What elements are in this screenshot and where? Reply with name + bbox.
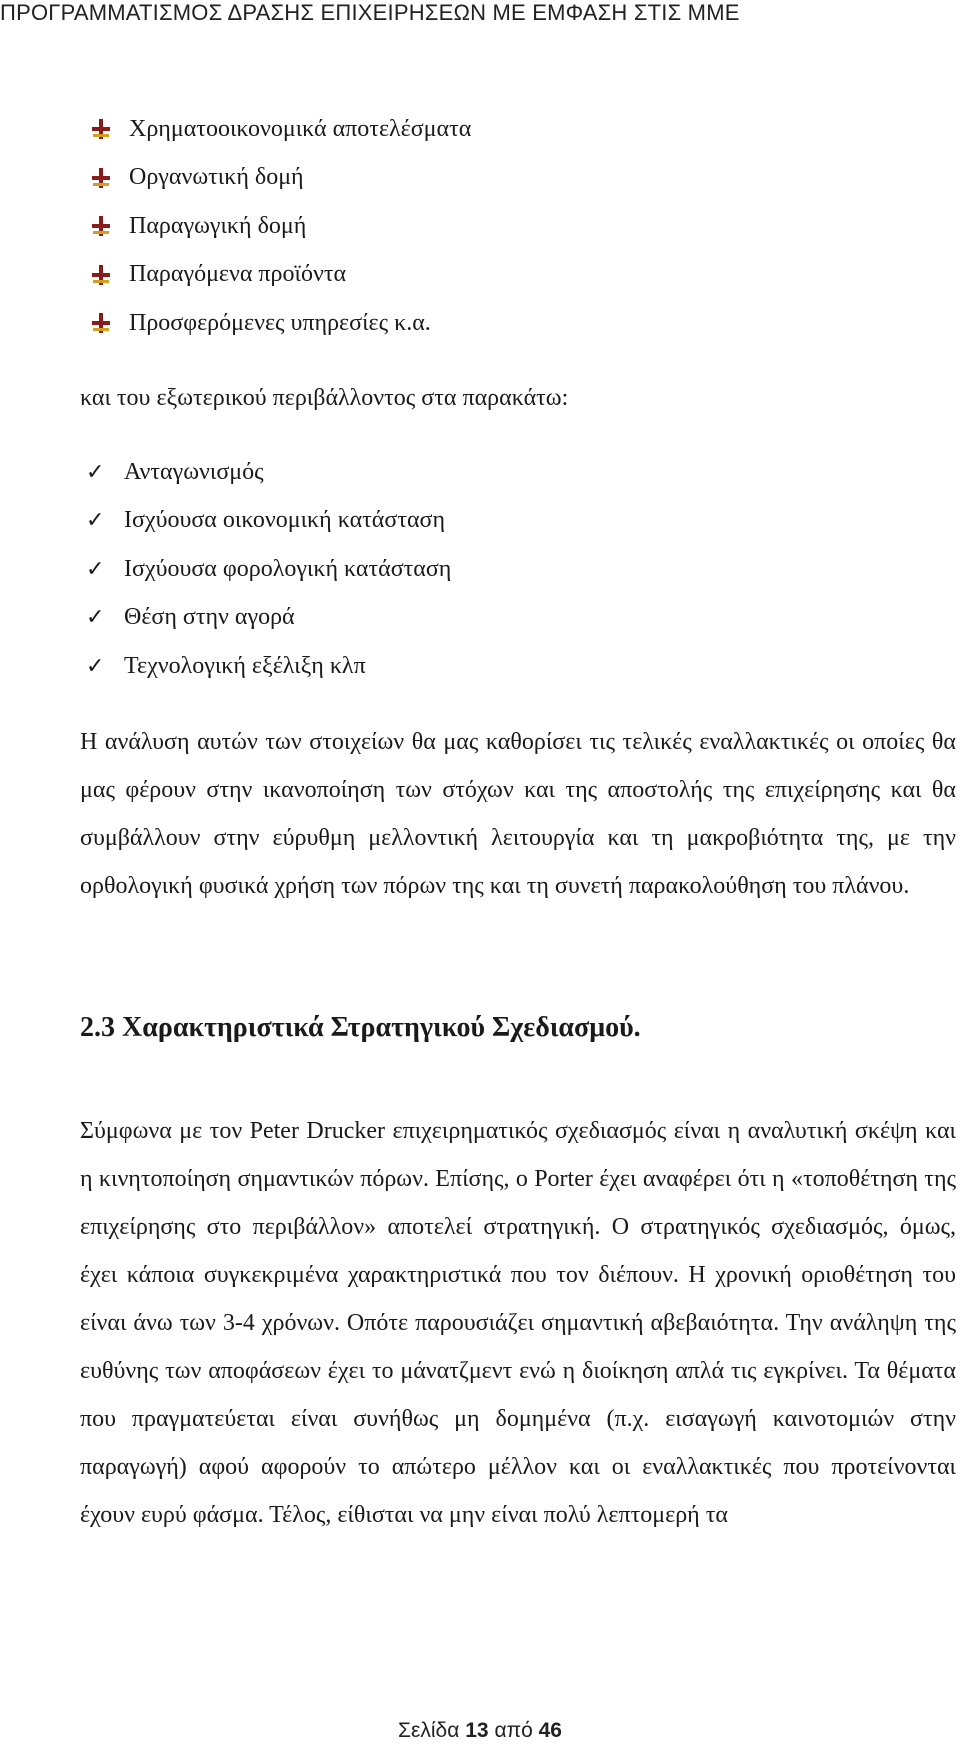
intro-text: και του εξωτερικού περιβάλλοντος στα παρακάτω: (80, 385, 569, 411)
list-item (0, 448, 451, 497)
checkmark-icon: ✓ (86, 508, 105, 534)
list-item-label: Ισχύουσα φορολογική κατάσταση (124, 555, 452, 582)
list-item (0, 251, 471, 300)
checkmark-icon: ✓ (86, 653, 105, 679)
list-item-label: Τεχνολογική εξέλιξη κλπ (124, 652, 366, 679)
page-footer (0, 1719, 960, 1743)
list-item (0, 497, 451, 546)
external-factors-list (0, 448, 451, 691)
section-heading: 2.3 Χαρακτηριστικά Στρατηγικού Σχεδιασμού. (80, 1012, 641, 1043)
list-item (0, 594, 451, 643)
list-item (0, 105, 471, 154)
body-paragraph: Σύμφωνα με τον Peter Drucker επιχειρηματικός σχεδιασμός είναι η αναλυτική σκέψη και η κινητοποίηση σημαντικών πόρων. Επίσης, ο Porter έχει αναφέρει ότι η «τοποθέτηση της επιχείρησης στο περιβάλλον» αποτελεί στρατηγική. Ο στρατηγικός σχεδιασμός, όμως, έχει κάποια συγκεκριμένα χαρακτηριστικά που τον διέπουν. Η χρονική οριοθέτηση του είναι άνω των 3-4 χρόνων. Οπότε παρουσιάζει σημαντική αβεβαιότητα. Την ανάληψη της ευθύνης των αποφάσεων έχει το μάνατζμεντ ενώ η διοίκηση απλά τις εγκρίνει. Τα θέματα που πραγματεύεται είναι συνήθως μη δομημένα (π.χ. εισαγωγή καινοτομιών στην παραγωγή) αφού αφορούν το απώτερο μέλλον και οι εναλλακτικές που προτείνονται έχουν ευρύ φάσμα. Τέλος, είθισται να μην είναι πολύ λεπτομερή τα (80, 1118, 956, 1528)
list-item-label: Ανταγωνισμός (124, 458, 264, 485)
plus-bullet-icon (91, 312, 111, 334)
list-item (0, 545, 451, 594)
body-paragraph: Η ανάλυση αυτών των στοιχείων θα μας καθορίσει τις τελικές εναλλακτικές οι οποίες θα μας φέρουν στην ικανοποίηση των στόχων και της αποστολής της επιχείρησης και θα συμβάλλουν στην εύρυθμη μελλοντική λειτουργία και τη μακροβιότητα της, με την ορθολογική φυσικά χρήση των πόρων της και τη συνετή παρακολούθηση του πλάνου. (80, 729, 956, 899)
list-item (0, 642, 451, 691)
list-item-label: Προσφερόμενες υπηρεσίες κ.α. (129, 309, 431, 336)
checkmark-icon: ✓ (86, 605, 105, 631)
plus-bullet-icon (91, 264, 111, 286)
list-item (0, 299, 471, 348)
of-label: από (494, 1719, 533, 1742)
list-item-label: Ισχύουσα οικονομική κατάσταση (124, 507, 446, 534)
internal-factors-list (0, 105, 471, 348)
total-pages: 46 (538, 1719, 562, 1742)
page-label: Σελίδα (398, 1719, 460, 1742)
checkmark-icon: ✓ (86, 556, 105, 582)
list-item-label: Παραγωγική δομή (129, 212, 307, 239)
list-item-label: Οργανωτική δομή (129, 164, 304, 191)
running-header: ΠΡΟΓΡΑΜΜΑΤΙΣΜΟΣ ΔΡΑΣΗΣ ΕΠΙΧΕΙΡΗΣΕΩΝ ΜΕ ΕΜΦΑΣΗ ΣΤΙΣ ΜΜΕ (0, 0, 740, 25)
plus-bullet-icon (91, 215, 111, 237)
list-item-label: Παραγόμενα προϊόντα (129, 261, 347, 288)
list-item (0, 154, 471, 203)
list-item (0, 202, 471, 251)
list-item-label: Θέση στην αγορά (124, 604, 295, 631)
checkmark-icon: ✓ (86, 459, 105, 485)
plus-bullet-icon (91, 118, 111, 140)
page-number: 13 (465, 1719, 489, 1742)
plus-bullet-icon (91, 167, 111, 189)
list-item-label: Χρηματοοικονομικά αποτελέσματα (129, 115, 472, 142)
